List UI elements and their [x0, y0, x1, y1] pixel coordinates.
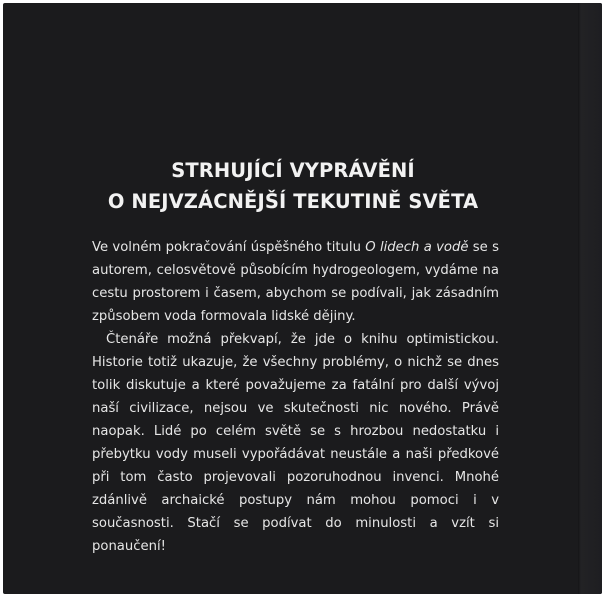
- book-title-reference: O lidech a vodě: [365, 240, 469, 255]
- blurb-p1-before: Ve volném pokračování úspěšného titulu: [92, 240, 366, 255]
- cover-edge: [578, 3, 602, 594]
- blurb-p1-after: se s autorem, celosvětově působícím hydrogeologem, vydáme na cestu prostorem i časem, abychom se podívali, jak zásadním způsobem voda formovala lidské dějiny.: [92, 240, 499, 324]
- book-back-cover: [3, 3, 602, 594]
- blurb-paragraph-2: Čtenáře možná překvapí, že jde o knihu optimistickou. Historie totiž ukazuje, že všechny problémy, o nichž se dnes tolik diskutuje a které považujeme za fatální pro další vývoj naší civilizace, nejsou ve skutečnosti nic nového. Právě naopak. Lidé po celém světě se s hrozbou nedostatku i přebytku vody museli vypořádávat neustále a naši předkové při tom často projevovali pozoruhodnou invenci. Mnohé zdánlivě archaické postupy nám mohou pomoci i v současnosti. Stačí se podívat do minulosti a vzít si ponaučení!: [92, 332, 499, 554]
- cover-headline: [3, 155, 583, 217]
- headline-line-1: STRHUJÍCÍ VYPRÁVĚNÍ: [171, 159, 415, 182]
- blurb-paragraph-1: [92, 236, 499, 328]
- blurb-text: [92, 236, 499, 558]
- headline-line-2: O NEJVZÁCNĚJŠÍ TEKUTINĚ SVĚTA: [107, 190, 479, 213]
